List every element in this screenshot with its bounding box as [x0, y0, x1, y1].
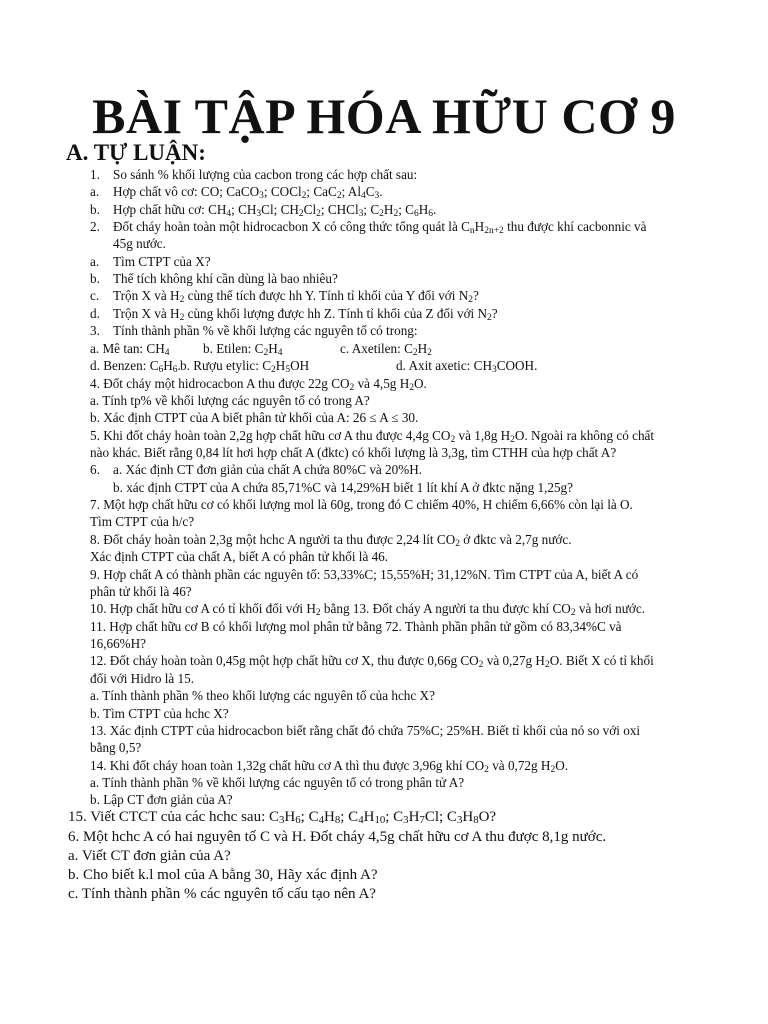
question-1: 1. So sánh % khối lượng của cacbon trong các hợp chất sau: — [90, 167, 418, 182]
question-2c: c. Trộn X và $H_2$ cùng thể tích được hh Y. Tính tỉ khối của Y đối với $N_2$? — [90, 288, 479, 305]
question-16a: a. Viết CT đơn giản của A? — [68, 848, 231, 864]
question-2: 2. Đốt cháy hoàn toàn một hidrocacbon X có công thức tổng quát là $C_nH_{2n+2}$ thu được khí cacbonnic và — [90, 219, 647, 236]
question-14b: b. Lập CT đơn giản của A? — [90, 792, 233, 807]
question-13: 13. Xác định CTPT của hidrocacbon biết rằng chất đó chứa 75%C; 25%H. Biết tỉ khối của nó so với oxi — [90, 723, 641, 738]
question-2-cont: 45g nước. — [113, 236, 166, 251]
question-6: 6. a. Xác định CT đơn giản của chất A chứa 80%C và 20%H. — [90, 462, 423, 477]
question-15: 15. Viết CTCT của các hchc sau: $C_3H_6$; $C_4H_8$; $C_4H_{10}$; $C_3H_7Cl$; $C_3H_8O$? — [68, 809, 497, 826]
question-12b: b. Tìm CTPT của hchc X? — [90, 706, 229, 721]
page-title: BÀI TẬP HÓA HỮU CƠ 9 — [92, 88, 676, 144]
question-9-cont: phân tử khối là 46? — [90, 584, 192, 599]
question-16: 6. Một hchc A có hai nguyên tố C và H. Đốt cháy 4,5g chất hữu cơ A thu được 8,1g nước. — [68, 829, 607, 845]
question-14: 14. Khi đốt cháy hoan toàn 1,32g chất hữu cơ A thì thu được 3,96g khí $CO_2$ và 0,72g $H_2O$. — [90, 758, 569, 775]
question-3: 3. Tính thành phần % về khối lượng các nguyên tố có trong: — [90, 323, 418, 338]
question-4b: b. Xác định CTPT của A biết phân tử khối của A: 26 ≤ A ≤ 30. — [90, 410, 419, 425]
question-9: 9. Hợp chất A có thành phần các nguyên tố: 53,33%C; 15,55%H; 31,12%N. Tìm CTPT của A, biết A có — [90, 567, 639, 582]
question-11-cont: 16,66%H? — [90, 636, 147, 651]
question-5-cont: nào khác. Biết rằng 0,84 lít hơi hợp chất A (đktc) có khối lượng là 3,3g, tìm CTHH của hợp chất A? — [90, 445, 617, 460]
question-12a: a. Tính thành phần % theo khối lượng các nguyên tố của hchc X? — [90, 688, 435, 703]
question-5: 5. Khi đốt cháy hoàn toàn 2,2g hợp chất hữu cơ A thu được 4,4g $CO_2$ và 1,8g $H_2O$. Ngoài ra không có chất — [90, 428, 655, 445]
question-11: 11. Hợp chất hữu cơ B có khối lượng mol phân tử bằng 72. Thành phần phân tử gồm có 83,34%C và — [90, 619, 622, 634]
question-13-cont: bằng 0,5? — [90, 740, 142, 755]
question-14a: a. Tính thành phần % về khối lượng các nguyên tố có trong phân tử A? — [90, 775, 465, 790]
question-4: 4. Đốt cháy một hidrocacbon A thu được 22g $CO_2$ và 4,5g $H_2O$. — [90, 376, 427, 393]
question-16b: b. Cho biết k.l mol của A bằng 30, Hãy xác định A? — [68, 867, 378, 883]
question-7: 7. Một hợp chất hữu cơ có khối lượng mol là 60g, trong đó C chiếm 40%, H chiếm 6,66% còn lại là O. — [90, 497, 633, 512]
question-16c: c. Tính thành phần % các nguyên tố cấu tạo nên A? — [68, 886, 376, 902]
question-12: 12. Đốt cháy hoàn toàn 0,45g một hợp chất hữu cơ X, thu được 0,66g $CO_2$ và 0,27g $H_2O$. Biết X có tỉ khối — [90, 653, 654, 670]
question-2a: a. Tìm CTPT của X? — [90, 254, 211, 269]
question-2d: d. Trộn X và $H_2$ cùng khối lượng được hh Z. Tính tỉ khối của Z đối với $N_2$? — [90, 306, 498, 323]
question-3-row1: a. Mê tan: $CH_4$ b. Etilen: $C_2H_4$ c. Axetilen: $C_2H_2$ — [90, 341, 432, 358]
section-heading: A. TỰ LUẬN: — [66, 140, 206, 165]
question-7-cont: Tìm CTPT của h/c? — [90, 514, 195, 529]
question-1b: b. Hợp chất hữu cơ: $CH_4$; $CH_3Cl$; $CH_2Cl_2$; CHCl$_3$; $C_2H_2$; $C_6H_6$. — [90, 202, 437, 219]
question-6b: b. xác định CTPT của A chứa 85,71%C và 14,29%H biết 1 lít khí A ở đktc nặng 1,25g? — [113, 480, 573, 495]
question-12-cont: đối với Hidro là 15. — [90, 671, 195, 686]
question-8-cont: Xác định CTPT của chất A, biết A có phân tử khối là 46. — [90, 549, 389, 564]
question-3-row2: d. Benzen: $C_6H_6$. b. Rượu etylic: $C_2H_5OH$ d. Axit axetic: $CH_3COOH$. — [90, 358, 538, 375]
question-2b: b. Thể tích không khí cần dùng là bao nhiêu? — [90, 271, 338, 286]
question-4a: a. Tính tp% về khối lượng các nguyên tố có trong A? — [90, 393, 370, 408]
question-8: 8. Đốt cháy hoàn toàn 2,3g một hchc A người ta thu được 2,24 lít $CO_2$ ở đktc và 2,7g nước. — [90, 532, 572, 549]
question-1a: a. Hợp chất vô cơ: CO; CaCO$_3$; COCl$_2$; CaC$_2$; $Al_4C_3$. — [90, 184, 383, 201]
question-10: 10. Hợp chất hữu cơ A có tỉ khối đối với $H_2$ bằng 13. Đốt cháy A người ta thu được khí $CO_2$ và hơi nước. — [90, 601, 646, 618]
